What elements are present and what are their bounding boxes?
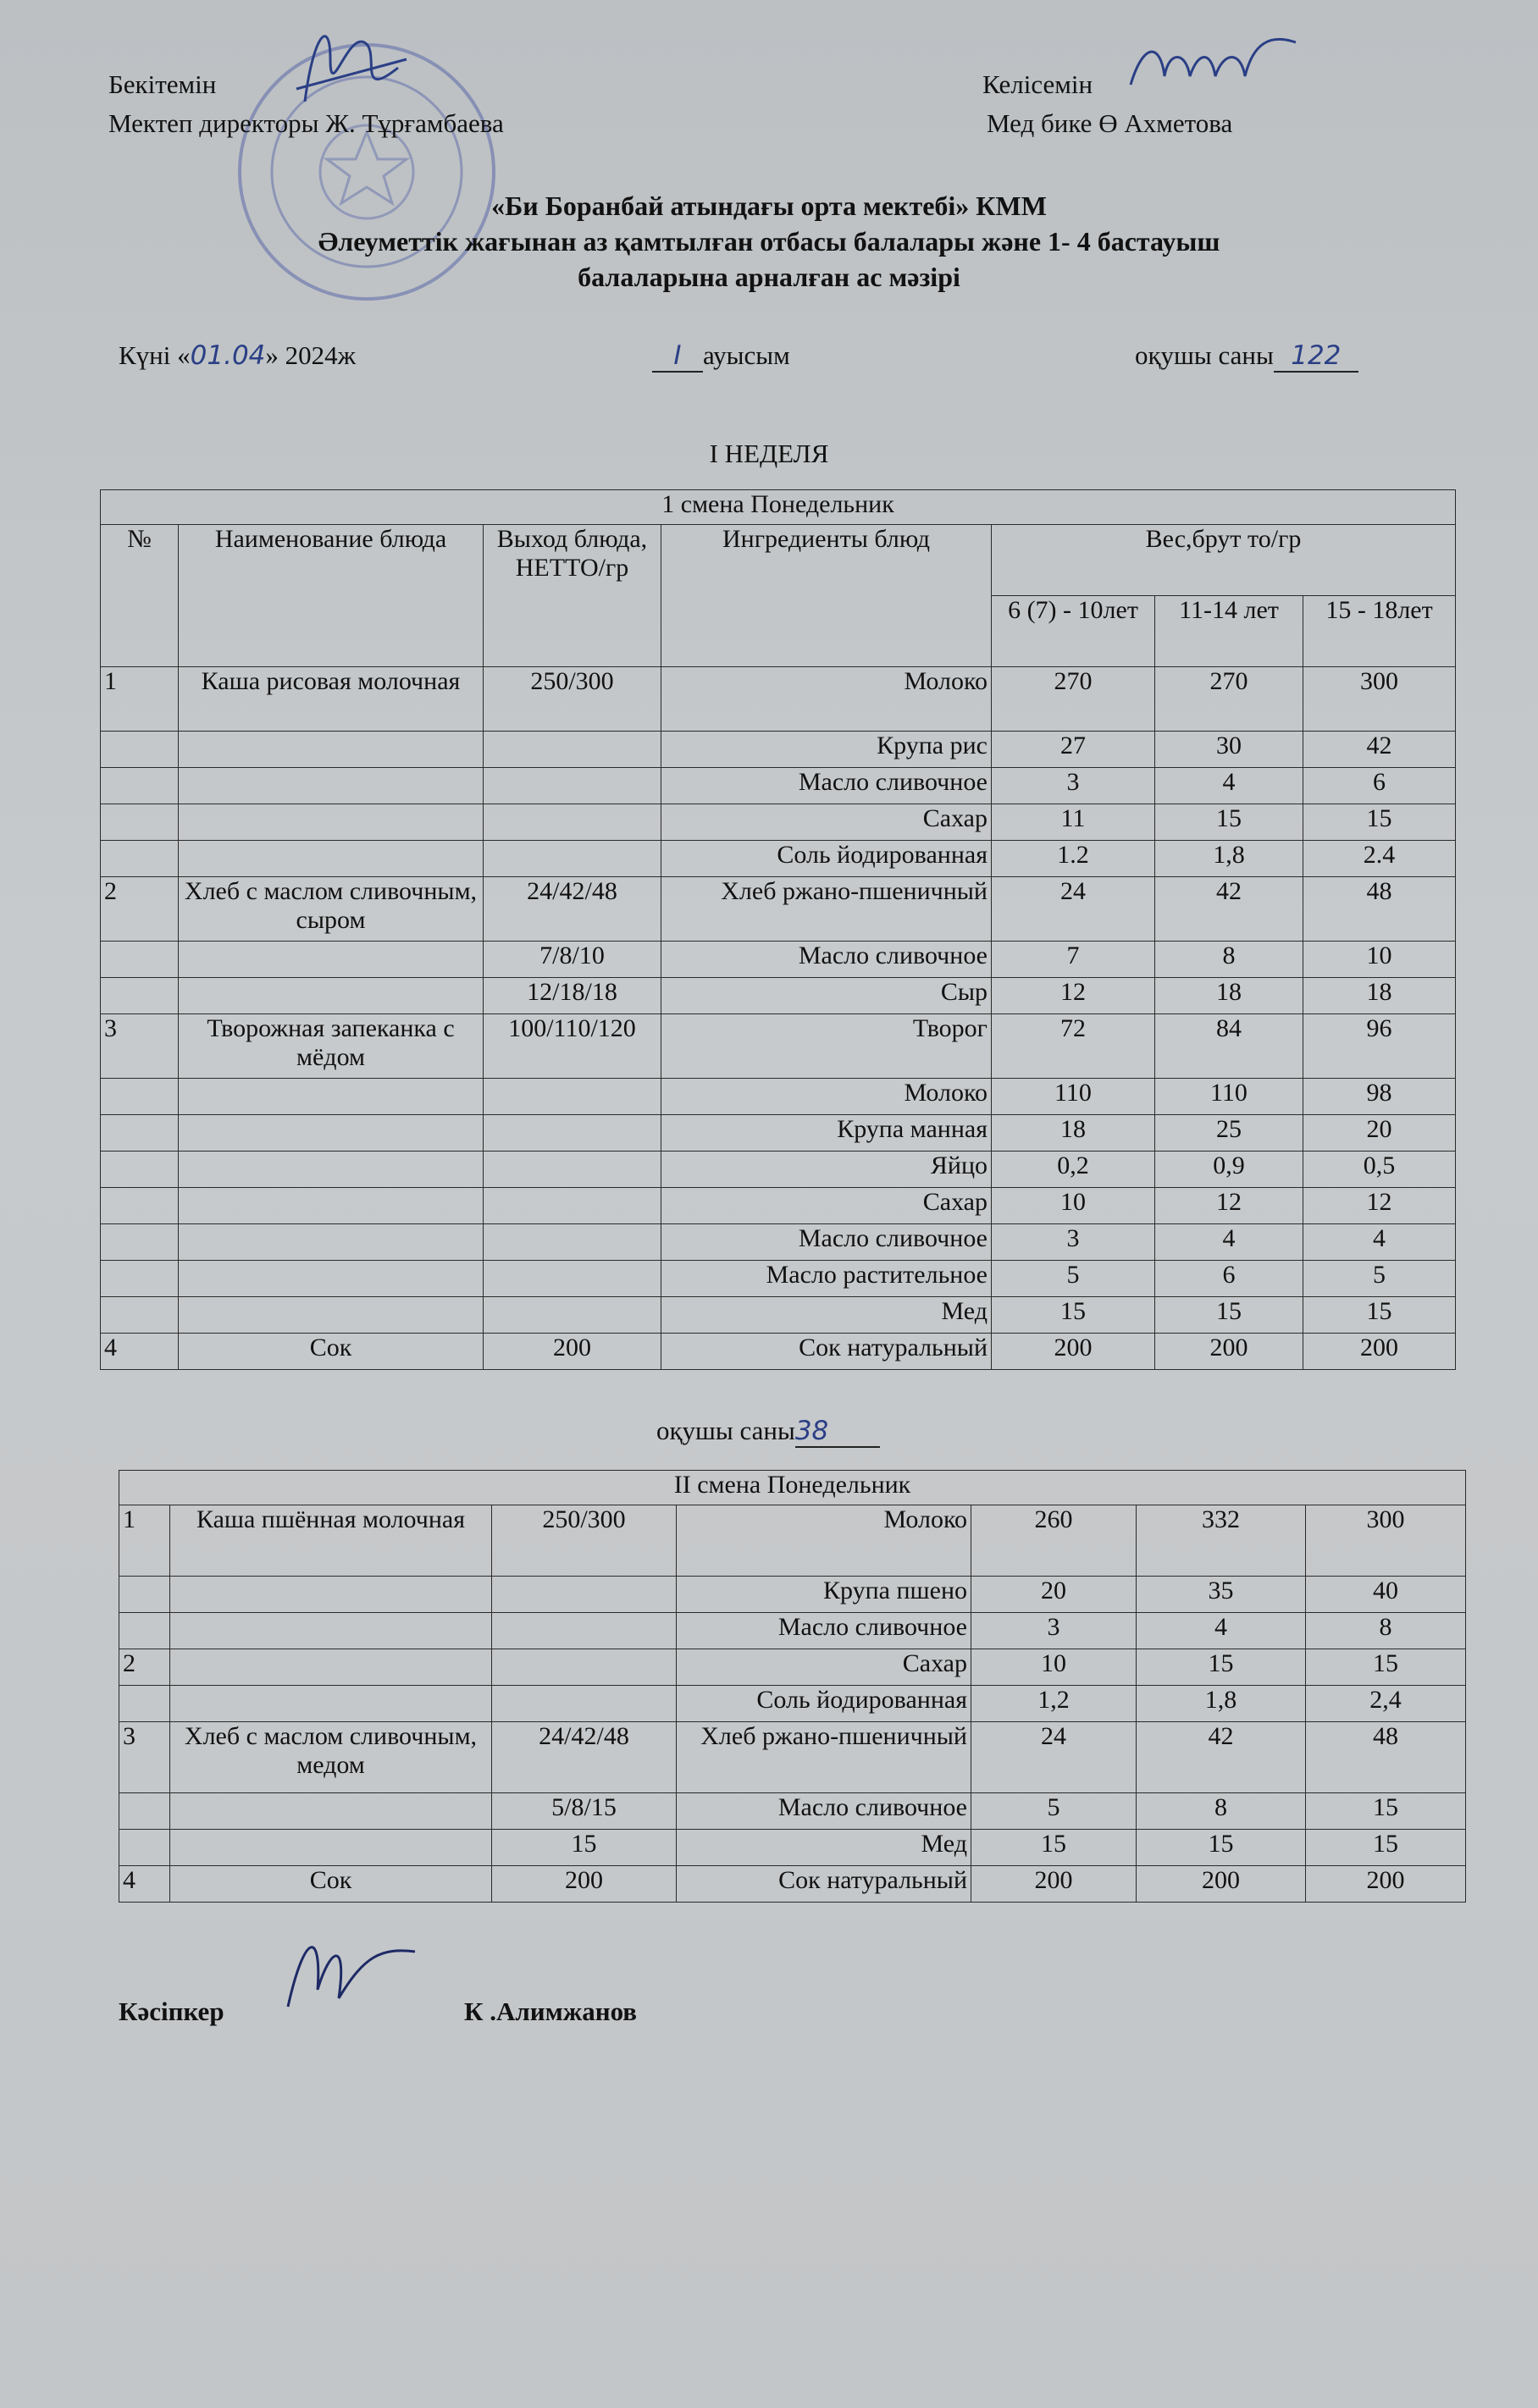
- cell-age-15-18: 15: [1306, 1793, 1466, 1830]
- cell-yield: [484, 1224, 661, 1261]
- cell-age-6-10: 3: [971, 1613, 1137, 1649]
- cell-age-11-14: 4: [1155, 768, 1303, 804]
- cell-age-15-18: 2,4: [1306, 1686, 1466, 1722]
- cell-age-11-14: 8: [1155, 942, 1303, 978]
- cell-ingredient: Крупа манная: [661, 1115, 992, 1152]
- cell-num: 4: [119, 1866, 170, 1903]
- students-label: оқушы саны: [1135, 340, 1274, 370]
- cell-age-6-10: 260: [971, 1505, 1137, 1577]
- table-row: [101, 1261, 1456, 1297]
- shift-value: I: [652, 340, 703, 373]
- cell-age-6-10: 20: [971, 1577, 1137, 1613]
- cell-age-11-14: 15: [1155, 1297, 1303, 1334]
- cell-ingredient: Соль йодированная: [661, 841, 992, 877]
- cell-dish-name: [179, 1079, 484, 1115]
- cell-dish-name: [179, 768, 484, 804]
- cell-ingredient: Крупа рис: [661, 732, 992, 768]
- col-age-11-14: 11-14 лет: [1155, 596, 1303, 667]
- cell-ingredient: Масло сливочное: [661, 1224, 992, 1261]
- cell-num: [101, 804, 179, 841]
- week-label: I НЕДЕЛЯ: [709, 439, 829, 468]
- cell-age-15-18: 15: [1306, 1649, 1466, 1686]
- cell-age-11-14: 18: [1155, 978, 1303, 1014]
- cell-num: 2: [119, 1649, 170, 1686]
- cell-dish-name: [179, 841, 484, 877]
- table-row: [101, 978, 1456, 1014]
- cell-dish-name: Творожная запеканка с мёдом: [179, 1014, 484, 1079]
- cell-yield: 100/110/120: [484, 1014, 661, 1079]
- cell-age-6-10: 1.2: [992, 841, 1155, 877]
- cell-age-11-14: 15: [1137, 1830, 1306, 1866]
- cell-yield: [484, 1152, 661, 1188]
- footer-label: Кәсіпкер: [119, 1997, 224, 2026]
- col-yield: Выход блюда, НЕТТО/гр: [484, 525, 661, 667]
- students-line: [1135, 340, 1358, 373]
- cell-yield: 5/8/15: [492, 1793, 677, 1830]
- cell-ingredient: Молоко: [661, 1079, 992, 1115]
- table-row: [101, 732, 1456, 768]
- cell-dish-name: [179, 732, 484, 768]
- shift-line: [652, 340, 790, 373]
- cell-ingredient: Сыр: [661, 978, 992, 1014]
- date-line: [119, 340, 356, 371]
- cell-age-6-10: 270: [992, 667, 1155, 732]
- cell-yield: 12/18/18: [484, 978, 661, 1014]
- menu-table-shift-1: [100, 489, 1456, 1370]
- cell-age-15-18: 48: [1303, 877, 1456, 942]
- cell-age-15-18: 15: [1306, 1830, 1466, 1866]
- table-row: [119, 1793, 1466, 1830]
- footer-name: К .Алимжанов: [464, 1997, 638, 2026]
- cell-age-6-10: 18: [992, 1115, 1155, 1152]
- cell-age-6-10: 7: [992, 942, 1155, 978]
- cell-age-15-18: 2.4: [1303, 841, 1456, 877]
- cell-ingredient: Сахар: [677, 1649, 971, 1686]
- students2-value: 38: [795, 1416, 880, 1448]
- cell-ingredient: Хлеб ржано-пшеничный: [661, 877, 992, 942]
- cell-ingredient: Крупа пшено: [677, 1577, 971, 1613]
- table1-caption: 1 смена Понедельник: [101, 490, 1456, 525]
- cell-dish-name: [170, 1613, 492, 1649]
- cell-age-15-18: 48: [1306, 1722, 1466, 1793]
- cell-age-11-14: 110: [1155, 1079, 1303, 1115]
- nurse-line: Мед бике Ө Ахметова: [987, 108, 1233, 138]
- cell-ingredient: Яйцо: [661, 1152, 992, 1188]
- agree-label: Келісемін: [982, 69, 1093, 99]
- cell-age-11-14: 12: [1155, 1188, 1303, 1224]
- cell-age-15-18: 10: [1303, 942, 1456, 978]
- cell-yield: 250/300: [492, 1505, 677, 1577]
- cell-dish-name: [170, 1577, 492, 1613]
- cell-dish-name: [170, 1686, 492, 1722]
- cell-age-6-10: 11: [992, 804, 1155, 841]
- cell-yield: [492, 1649, 677, 1686]
- cell-age-6-10: 10: [971, 1649, 1137, 1686]
- cell-num: [101, 1188, 179, 1224]
- col-age-15-18: 15 - 18лет: [1303, 596, 1456, 667]
- cell-dish-name: [179, 1115, 484, 1152]
- cell-age-11-14: 35: [1137, 1577, 1306, 1613]
- students2-label: оқушы саны: [656, 1416, 795, 1445]
- cell-num: [101, 1079, 179, 1115]
- cell-num: [101, 732, 179, 768]
- table-row: [101, 1188, 1456, 1224]
- students-value: 122: [1274, 340, 1358, 373]
- table1-body: [101, 667, 1456, 1370]
- table-row: [101, 1079, 1456, 1115]
- cell-num: [101, 1297, 179, 1334]
- cell-age-6-10: 1,2: [971, 1686, 1137, 1722]
- cell-yield: [484, 1079, 661, 1115]
- table-row: [119, 1577, 1466, 1613]
- cell-ingredient: Сахар: [661, 804, 992, 841]
- approve-label: Бекітемін: [108, 69, 217, 99]
- table-row: [119, 1613, 1466, 1649]
- cell-num: [101, 978, 179, 1014]
- cell-num: 1: [119, 1505, 170, 1577]
- cell-yield: [484, 1261, 661, 1297]
- cell-age-15-18: 96: [1303, 1014, 1456, 1079]
- table-row: [101, 667, 1456, 732]
- cell-age-6-10: 72: [992, 1014, 1155, 1079]
- cell-dish-name: Каша пшённая молочная: [170, 1505, 492, 1577]
- cell-yield: 24/42/48: [492, 1722, 677, 1793]
- cell-age-11-14: 0,9: [1155, 1152, 1303, 1188]
- cell-yield: [492, 1686, 677, 1722]
- cell-ingredient: Масло сливочное: [677, 1793, 971, 1830]
- cell-ingredient: Творог: [661, 1014, 992, 1079]
- cell-yield: [484, 732, 661, 768]
- cell-age-15-18: 15: [1303, 1297, 1456, 1334]
- cell-num: 1: [101, 667, 179, 732]
- title-line-2: Әлеуметтік жағынан аз қамтылған отбасы балалары және 1- 4 бастауыш: [318, 226, 1220, 257]
- cell-age-11-14: 200: [1137, 1866, 1306, 1903]
- table-row: [101, 1297, 1456, 1334]
- cell-num: [119, 1577, 170, 1613]
- table-row: [101, 768, 1456, 804]
- cell-age-6-10: 27: [992, 732, 1155, 768]
- cell-ingredient: Молоко: [677, 1505, 971, 1577]
- date-prefix: Күні «: [119, 340, 191, 370]
- cell-age-11-14: 6: [1155, 1261, 1303, 1297]
- cell-ingredient: Молоко: [661, 667, 992, 732]
- cell-ingredient: Мед: [661, 1297, 992, 1334]
- cell-age-15-18: 12: [1303, 1188, 1456, 1224]
- cell-dish-name: [179, 978, 484, 1014]
- cell-yield: [484, 841, 661, 877]
- cell-yield: 7/8/10: [484, 942, 661, 978]
- cell-age-6-10: 5: [971, 1793, 1137, 1830]
- cell-dish-name: [179, 1152, 484, 1188]
- cell-num: [119, 1613, 170, 1649]
- menu-table-shift-2: [119, 1470, 1466, 1903]
- cell-yield: [484, 768, 661, 804]
- cell-age-6-10: 5: [992, 1261, 1155, 1297]
- cell-age-11-14: 4: [1137, 1613, 1306, 1649]
- col-ingredients: Ингредиенты блюд: [661, 525, 992, 667]
- cell-age-15-18: 200: [1303, 1334, 1456, 1370]
- table-row: [119, 1722, 1466, 1793]
- cell-dish-name: [179, 1297, 484, 1334]
- date-suffix: » 2024ж: [265, 340, 357, 370]
- cell-dish-name: Хлеб с маслом сливочным, медом: [170, 1722, 492, 1793]
- students-line-2: [656, 1416, 880, 1448]
- cell-age-15-18: 40: [1306, 1577, 1466, 1613]
- cell-dish-name: Каша рисовая молочная: [179, 667, 484, 732]
- cell-age-6-10: 3: [992, 1224, 1155, 1261]
- cell-yield: 24/42/48: [484, 877, 661, 942]
- cell-age-6-10: 200: [971, 1866, 1137, 1903]
- cell-ingredient: Масло растительное: [661, 1261, 992, 1297]
- table-row: [101, 804, 1456, 841]
- cell-yield: 200: [492, 1866, 677, 1903]
- cell-age-6-10: 12: [992, 978, 1155, 1014]
- cell-yield: [484, 1115, 661, 1152]
- cell-dish-name: Хлеб с маслом сливочным, сыром: [179, 877, 484, 942]
- col-num: №: [101, 525, 179, 667]
- cell-age-15-18: 300: [1306, 1505, 1466, 1577]
- cell-dish-name: Сок: [170, 1866, 492, 1903]
- table-row: [101, 942, 1456, 978]
- cell-dish-name: [179, 1224, 484, 1261]
- cell-age-11-14: 332: [1137, 1505, 1306, 1577]
- col-name: Наименование блюда: [179, 525, 484, 667]
- title-line-1: «Би Боранбай атындағы орта мектебі» КММ: [491, 191, 1047, 221]
- table-row: [101, 1014, 1456, 1079]
- cell-dish-name: [170, 1649, 492, 1686]
- cell-age-11-14: 1,8: [1137, 1686, 1306, 1722]
- cell-age-11-14: 15: [1137, 1649, 1306, 1686]
- title-line-3: балаларына арналған ас мәзірі: [578, 262, 960, 292]
- cell-num: 2: [101, 877, 179, 942]
- cell-ingredient: Сок натуральный: [661, 1334, 992, 1370]
- cell-ingredient: Масло сливочное: [677, 1613, 971, 1649]
- cell-age-15-18: 5: [1303, 1261, 1456, 1297]
- cell-num: [101, 1261, 179, 1297]
- cell-age-6-10: 24: [971, 1722, 1137, 1793]
- cell-age-11-14: 42: [1137, 1722, 1306, 1793]
- cell-age-15-18: 18: [1303, 978, 1456, 1014]
- table-row: [101, 1224, 1456, 1261]
- cell-ingredient: Хлеб ржано-пшеничный: [677, 1722, 971, 1793]
- cell-yield: 15: [492, 1830, 677, 1866]
- cell-yield: [492, 1613, 677, 1649]
- entrepreneur-signature: [271, 1922, 423, 2024]
- cell-yield: 200: [484, 1334, 661, 1370]
- cell-num: [101, 942, 179, 978]
- cell-age-6-10: 10: [992, 1188, 1155, 1224]
- table-row: [101, 841, 1456, 877]
- table-row: [101, 1115, 1456, 1152]
- cell-dish-name: Сок: [179, 1334, 484, 1370]
- cell-age-6-10: 3: [992, 768, 1155, 804]
- table-row: [101, 1334, 1456, 1370]
- cell-age-11-14: 1,8: [1155, 841, 1303, 877]
- cell-age-11-14: 4: [1155, 1224, 1303, 1261]
- cell-age-11-14: 84: [1155, 1014, 1303, 1079]
- table-row: [119, 1686, 1466, 1722]
- date-value: 01.04: [190, 340, 266, 371]
- cell-age-6-10: 0,2: [992, 1152, 1155, 1188]
- cell-age-15-18: 0,5: [1303, 1152, 1456, 1188]
- cell-age-15-18: 4: [1303, 1224, 1456, 1261]
- cell-age-15-18: 8: [1306, 1613, 1466, 1649]
- cell-age-6-10: 24: [992, 877, 1155, 942]
- cell-age-6-10: 15: [992, 1297, 1155, 1334]
- cell-ingredient: Соль йодированная: [677, 1686, 971, 1722]
- cell-age-15-18: 42: [1303, 732, 1456, 768]
- cell-ingredient: Мед: [677, 1830, 971, 1866]
- table-row: [119, 1649, 1466, 1686]
- table-row: [119, 1830, 1466, 1866]
- cell-dish-name: [179, 1261, 484, 1297]
- cell-yield: 250/300: [484, 667, 661, 732]
- cell-ingredient: Сок натуральный: [677, 1866, 971, 1903]
- cell-yield: [484, 1297, 661, 1334]
- cell-age-15-18: 200: [1306, 1866, 1466, 1903]
- cell-age-6-10: 200: [992, 1334, 1155, 1370]
- cell-age-11-14: 200: [1155, 1334, 1303, 1370]
- col-weight: Вес,брут то/гр: [992, 525, 1456, 596]
- cell-dish-name: [179, 804, 484, 841]
- cell-age-11-14: 8: [1137, 1793, 1306, 1830]
- cell-num: [101, 1152, 179, 1188]
- cell-num: [101, 768, 179, 804]
- table2-body: [119, 1505, 1466, 1903]
- cell-dish-name: [170, 1793, 492, 1830]
- cell-age-11-14: 42: [1155, 877, 1303, 942]
- cell-age-6-10: 110: [992, 1079, 1155, 1115]
- cell-num: [119, 1830, 170, 1866]
- cell-ingredient: Сахар: [661, 1188, 992, 1224]
- cell-yield: [484, 1188, 661, 1224]
- cell-num: 3: [101, 1014, 179, 1079]
- cell-ingredient: Масло сливочное: [661, 768, 992, 804]
- table2-caption: II смена Понедельник: [119, 1471, 1466, 1505]
- director-line: Мектеп директоры Ж. Тұрғамбаева: [108, 108, 504, 138]
- nurse-signature: [1126, 25, 1304, 102]
- cell-num: 3: [119, 1722, 170, 1793]
- shift-label: ауысым: [703, 340, 790, 370]
- cell-age-11-14: 30: [1155, 732, 1303, 768]
- col-age-6-10: 6 (7) - 10лет: [992, 596, 1155, 667]
- cell-dish-name: [170, 1830, 492, 1866]
- table-row: [119, 1866, 1466, 1903]
- cell-num: [101, 1115, 179, 1152]
- cell-dish-name: [179, 942, 484, 978]
- table-row: [101, 1152, 1456, 1188]
- cell-age-15-18: 15: [1303, 804, 1456, 841]
- cell-yield: [484, 804, 661, 841]
- table-row: [101, 877, 1456, 942]
- cell-num: [119, 1686, 170, 1722]
- cell-num: [101, 1224, 179, 1261]
- cell-num: [119, 1793, 170, 1830]
- cell-num: 4: [101, 1334, 179, 1370]
- cell-age-11-14: 270: [1155, 667, 1303, 732]
- cell-yield: [492, 1577, 677, 1613]
- cell-age-11-14: 15: [1155, 804, 1303, 841]
- cell-age-11-14: 25: [1155, 1115, 1303, 1152]
- cell-age-15-18: 20: [1303, 1115, 1456, 1152]
- cell-age-15-18: 6: [1303, 768, 1456, 804]
- cell-ingredient: Масло сливочное: [661, 942, 992, 978]
- cell-dish-name: [179, 1188, 484, 1224]
- cell-age-15-18: 300: [1303, 667, 1456, 732]
- cell-age-6-10: 15: [971, 1830, 1137, 1866]
- cell-age-15-18: 98: [1303, 1079, 1456, 1115]
- cell-num: [101, 841, 179, 877]
- table-row: [119, 1505, 1466, 1577]
